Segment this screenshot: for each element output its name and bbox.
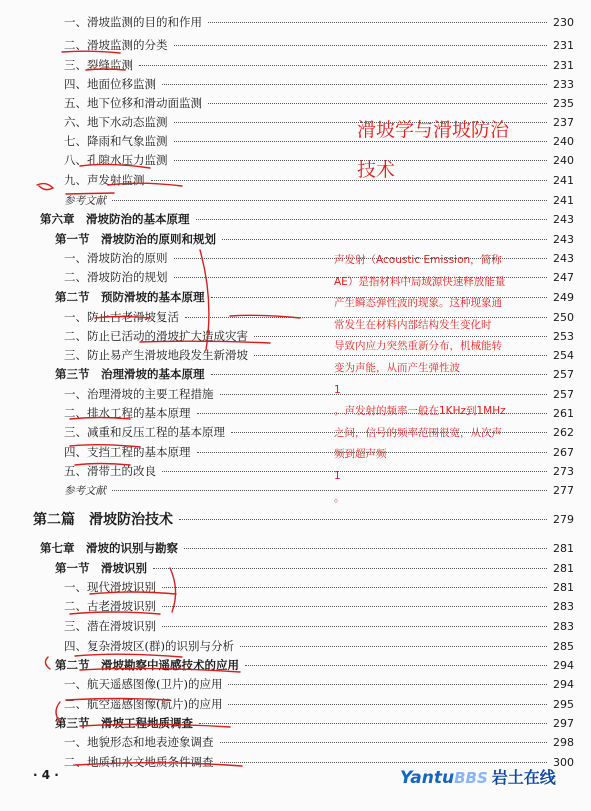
toc-entry xyxy=(0,558,591,578)
toc-entry-page: 253 xyxy=(553,329,574,343)
toc-leader-dots xyxy=(196,218,548,220)
toc-entry-page: 297 xyxy=(553,716,574,730)
annotation-body-line: 变为声能，从而产生弹性波 xyxy=(334,361,460,374)
toc-entry-page: 281 xyxy=(553,580,574,594)
toc-leader-dots xyxy=(220,741,548,743)
annotation-title-line: 滑坡学与滑坡防治 xyxy=(357,119,510,141)
toc-entry-page: 273 xyxy=(553,464,574,478)
toc-entry-page: 281 xyxy=(553,541,574,555)
toc-entry-title: 第一节 滑坡识别 xyxy=(55,561,147,575)
toc-entry-page: 235 xyxy=(553,96,574,110)
toc-entry-page: 231 xyxy=(553,38,574,52)
page-number: · 4 · xyxy=(33,768,59,782)
annotation-body xyxy=(334,250,556,509)
toc-entry-title: 第三节 治理滑坡的基本原理 xyxy=(55,367,205,381)
toc-entry-page: 281 xyxy=(553,561,574,575)
annotation-title xyxy=(357,110,587,190)
toc-entry-page: 257 xyxy=(553,387,574,401)
toc-entry-page: 249 xyxy=(553,290,574,304)
toc-entry-title: 三、减重和反压工程的基本原理 xyxy=(64,425,225,439)
toc-entry-title: 四、复杂滑坡区(群)的识别与分析 xyxy=(64,639,234,653)
toc-entry xyxy=(0,636,591,656)
toc-entry-title: 一、滑坡监测的目的和作用 xyxy=(64,15,202,29)
toc-entry-page: 300 xyxy=(553,755,574,769)
toc-leader-dots xyxy=(228,683,547,685)
toc-entry-title: 二、排水工程的基本原理 xyxy=(64,406,191,420)
toc-entry xyxy=(0,190,591,210)
toc-entry-title: 二、古老滑坡识别 xyxy=(64,599,156,613)
toc-entry-page: 243 xyxy=(553,251,574,265)
toc-leader-dots xyxy=(153,567,547,569)
toc-leader-dots xyxy=(162,625,547,627)
toc-leader-dots xyxy=(245,664,547,666)
toc-entry-title: 参考文献 xyxy=(64,484,106,497)
toc-entry-page: 250 xyxy=(553,310,574,324)
toc-leader-dots xyxy=(220,761,548,763)
toc-entry-title: 一、滑坡防治的原则 xyxy=(64,251,168,265)
toc-entry-page: 241 xyxy=(553,193,574,207)
toc-entry-page: 262 xyxy=(553,425,574,439)
toc-entry-title: 七、降雨和气象监测 xyxy=(64,134,168,148)
toc-entry-title: 三、防止易产生滑坡地段发生新滑坡 xyxy=(64,348,248,362)
toc-entry-page: 230 xyxy=(553,15,574,29)
toc-entry-page: 295 xyxy=(553,697,574,711)
toc-entry xyxy=(0,655,591,675)
toc-entry-page: 267 xyxy=(553,445,574,459)
toc-entry-title: 第三节 滑坡工程地质调查 xyxy=(55,716,193,730)
toc-entry-page: 237 xyxy=(553,115,574,129)
toc-entry xyxy=(0,538,591,558)
annotation-body-line: 产生瞬态弹性波的现象。这种现象通 xyxy=(334,297,502,310)
toc-entry xyxy=(0,616,591,636)
toc-entry xyxy=(0,74,591,94)
toc-entry xyxy=(0,509,591,529)
annotation-body-line: 常发生在材料内部结构发生变化时 xyxy=(334,318,492,331)
annotation-body-line: AE）是指材料中局域源快速释放能量 xyxy=(334,275,506,288)
annotation-body-line: 。声发射的频率一般在1KHz到1MHz xyxy=(334,405,506,418)
toc-entry xyxy=(0,577,591,597)
toc-entry xyxy=(0,713,591,733)
toc-entry-page: 243 xyxy=(553,232,574,246)
toc-leader-dots xyxy=(208,102,547,104)
logo-part: Yantu xyxy=(400,768,455,788)
toc-leader-dots xyxy=(139,64,547,66)
annotation-body-line: 。 xyxy=(334,491,345,504)
toc-entry-page: 240 xyxy=(553,134,574,148)
site-logo xyxy=(400,765,556,788)
toc-entry-title: 二、滑坡防治的规划 xyxy=(64,270,168,284)
annotation-body-line: 之间，信号的频率范围很宽，从次声 xyxy=(334,426,502,439)
toc-entry-page: 241 xyxy=(553,173,574,187)
toc-leader-dots xyxy=(240,645,547,647)
toc-entry-title: 一、防止古老滑坡复活 xyxy=(64,310,179,324)
toc-entry-title: 二、航空遥感图像(航片)的应用 xyxy=(64,697,223,711)
toc-entry-title: 三、裂缝监测 xyxy=(64,58,133,72)
toc-entry-title: 二、地质和水文地质条件调查 xyxy=(64,755,214,769)
toc-entry-page: 279 xyxy=(553,512,574,526)
toc-entry-page: 243 xyxy=(553,212,574,226)
toc-entry-page: 261 xyxy=(553,406,574,420)
toc-entry-title: 四、支挡工程的基本原理 xyxy=(64,445,191,459)
toc-leader-dots xyxy=(174,44,548,46)
annotation-body-line: 频到超声频 xyxy=(334,448,387,461)
toc-entry-page: 294 xyxy=(553,658,574,672)
toc-entry-title: 八、孔隙水压力监测 xyxy=(64,153,168,167)
toc-entry-title: 第七章 滑坡的识别与勘察 xyxy=(40,541,178,555)
toc-entry-title: 二、防止已活动的滑坡扩大造成灾害 xyxy=(64,329,248,343)
toc-entry-page: 283 xyxy=(553,619,574,633)
toc-entry-page: 283 xyxy=(553,599,574,613)
toc-entry-title: 一、治理滑坡的主要工程措施 xyxy=(64,387,214,401)
logo-part: BBS xyxy=(454,769,488,787)
toc-entry xyxy=(0,12,591,32)
toc-leader-dots xyxy=(228,703,547,705)
logo-part: 岩土在线 xyxy=(491,768,556,787)
annotation-body-line: 导致内应力突然重新分布，机械能转 xyxy=(334,340,502,353)
toc-entry-title: 五、地下位移和滑动面监测 xyxy=(64,96,202,110)
toc-entry xyxy=(0,209,591,229)
annotation-body-line: 1 xyxy=(334,469,341,482)
toc-leader-dots xyxy=(199,722,547,724)
annotation-title-line: 技术 xyxy=(357,159,396,181)
toc-leader-dots xyxy=(208,21,547,23)
toc-entry xyxy=(0,55,591,75)
toc-entry-page: 294 xyxy=(553,677,574,691)
toc-leader-dots xyxy=(184,547,547,549)
toc-leader-dots xyxy=(179,518,547,520)
toc-leader-dots xyxy=(162,83,547,85)
toc-entry-title: 第二节 滑坡勘察中遥感技术的应用 xyxy=(55,658,239,672)
annotation-body-line: 声发射（Acoustic Emission，简称 xyxy=(334,254,502,266)
toc-entry-title: 九、声发射监测 xyxy=(64,173,145,187)
toc-entry xyxy=(0,674,591,694)
toc-leader-dots xyxy=(162,605,547,607)
toc-entry-title: 三、潜在滑坡识别 xyxy=(64,619,156,633)
toc-entry-page: 254 xyxy=(553,348,574,362)
toc-entry-title: 第一节 滑坡防治的原则和规划 xyxy=(55,232,216,246)
toc-entry-page: 231 xyxy=(553,58,574,72)
toc-entry xyxy=(0,694,591,714)
toc-entry-title: 参考文献 xyxy=(64,194,106,207)
toc-entry-title: 二、滑坡监测的分类 xyxy=(64,38,168,52)
toc-entry xyxy=(0,35,591,55)
toc-entry-title: 一、地貌形态和地表迹象调查 xyxy=(64,735,214,749)
toc-entry xyxy=(0,596,591,616)
toc-entry-title: 一、现代滑坡识别 xyxy=(64,580,156,594)
toc-entry-title: 第六章 滑坡防治的基本原理 xyxy=(40,212,190,226)
toc-entry-page: 257 xyxy=(553,367,574,381)
toc-entry-page: 240 xyxy=(553,153,574,167)
toc-leader-dots xyxy=(112,199,547,201)
toc-entry xyxy=(0,732,591,752)
toc-entry-title: 四、地面位移监测 xyxy=(64,77,156,91)
toc-entry-title: 六、地下水动态监测 xyxy=(64,115,168,129)
toc-entry-title: 五、滑带土的改良 xyxy=(64,464,156,478)
toc-entry-page: 233 xyxy=(553,77,574,91)
toc-leader-dots xyxy=(162,586,547,588)
toc-entry xyxy=(0,229,591,249)
toc-entry-title: 一、航天遥感图像(卫片)的应用 xyxy=(64,677,223,691)
toc-entry-page: 277 xyxy=(553,483,574,497)
toc-leader-dots xyxy=(222,238,547,240)
toc-entry-title: 第二篇 滑坡防治技术 xyxy=(33,512,173,528)
toc-entry-page: 247 xyxy=(553,270,574,284)
toc-entry-page: 285 xyxy=(553,639,574,653)
annotation-body-line: 1 xyxy=(334,383,341,396)
toc-entry-page: 298 xyxy=(553,735,574,749)
toc-entry-title: 第二节 预防滑坡的基本原理 xyxy=(55,290,205,304)
